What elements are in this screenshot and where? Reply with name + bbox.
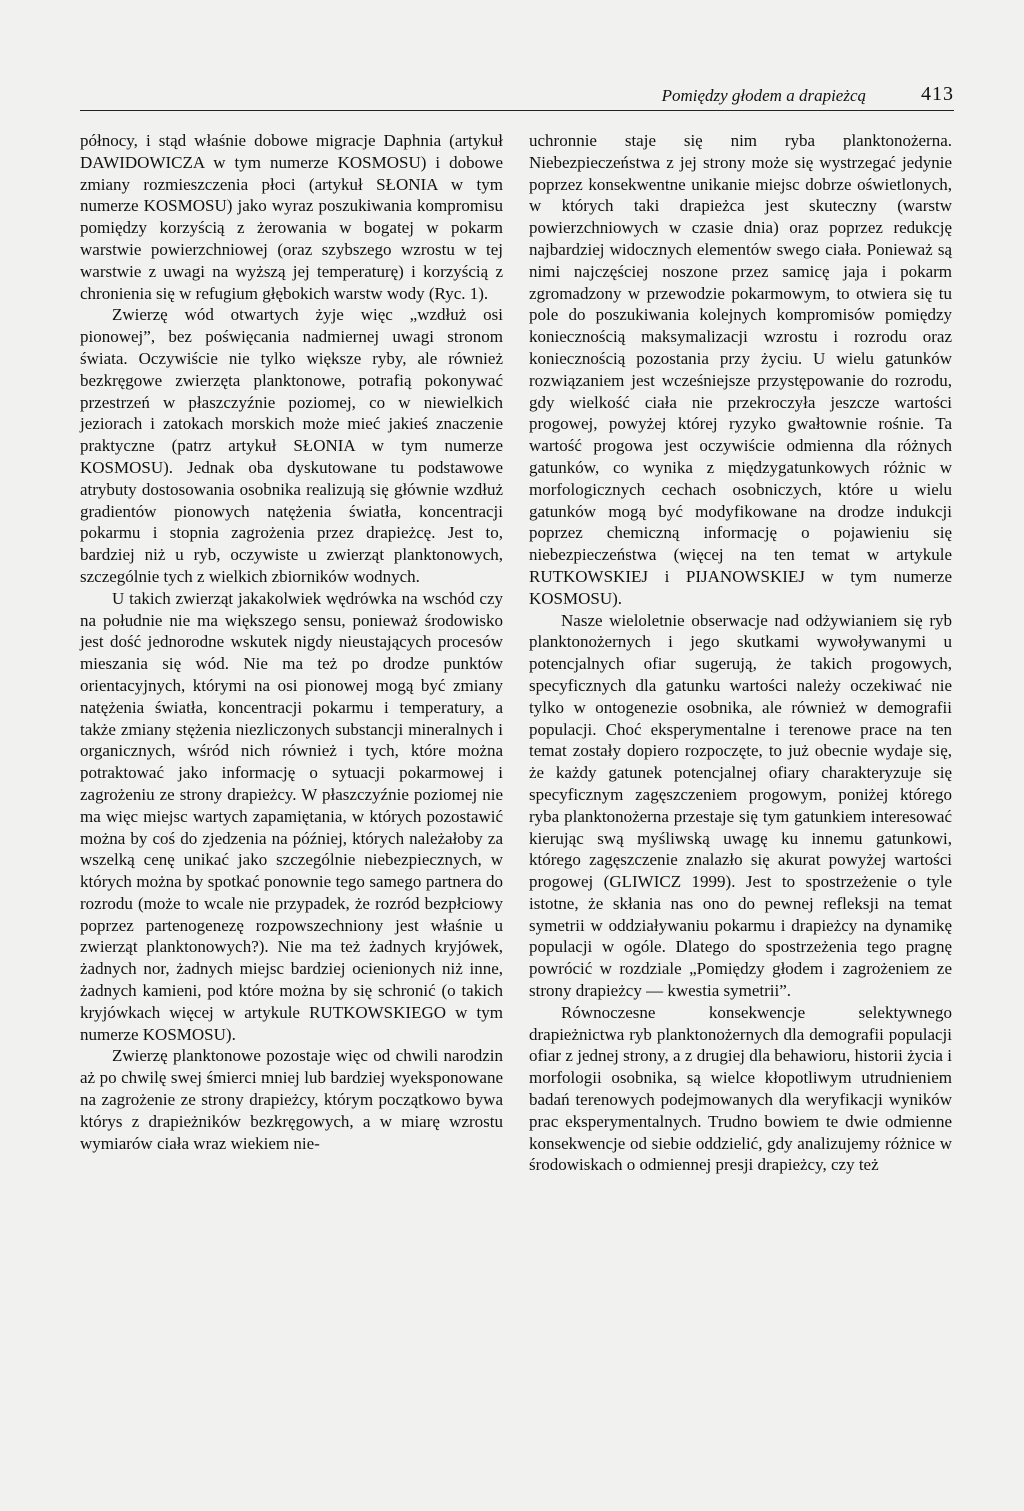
paragraph: uchronnie staje się nim ryba planktonożerna. Niebezpieczeństwa z jej strony może się wystrzegać jedynie poprzez konsekwentne unikanie miejsc dobrze oświetlonych, w których taki drapieżca jest skuteczny (warstw powierzchniowych w czasie dnia) oraz poprzez redukcję najbardziej widocznych elementów swego ciała. Ponieważ są nimi najczęściej noszone przez samicę jaja i pokarm zgromadzony w przewodzie pokarmowym, to otwiera się tu pole do poszukiwania kolejnych kompromisów pomiędzy koniecznością maksymalizacji wzrostu i rozrodu oraz koniecznością pozostania przy życiu. U wielu gatunków rozwiązaniem jest wcześniejsze przystępowanie do rozrodu, gdy wielkość ciała nie przekroczyła jeszcze wartości progowej, powyżej której ryzyko gwałtownie rośnie. Ta wartość progowa jest oczywiście odmienna dla różnych gatunków, co wynika z międzygatunkowych różnic w morfologicznych cechach osobniczych, które u wielu gatunków mogą być modyfikowane na drodze indukcji poprzez chemiczną informację o pojawieniu się niebezpieczeństwa (więcej na ten temat w artykule RUTKOWSKIEJ i PIJANOWSKIEJ w tym numerze KOSMOSU). bbox=[529, 131, 952, 608]
paragraph: U takich zwierząt jakakolwiek wędrówka na wschód czy na południe nie ma większego sensu, ponieważ środowisko jest dość jednorodne wskutek nigdy nieustających procesów mieszania się wód. Nie ma też po drodze punktów orientacyjnych, którymi na osi pionowej mogą być zmiany natężenia światła, koncentracji pokarmu i temperatury, a także zmiany stężenia niezliczonych substancji mineralnych i organicznych, wśród nich również i tych, które można potraktować jako informację o sytuacji pokarmowej i zagrożeniu ze strony drapieżcy. W płaszczyźnie poziomej nie ma więc miejsc wartych zapamiętania, w których pozostawić można by coś do zjedzenia na później, których należałoby za wszelką cenę unikać jako szczególnie niebezpiecznych, w których można by spotkać ponownie tego samego partnera do rozrodu (może to wcale nie przypadek, że rozród bezpłciowy poprzez partenogenezę rozpowszechniony jest właśnie u zwierząt planktonowych?). Nie ma też żadnych kryjówek, żadnych nor, żadnych miejsc bardziej ocienionych niż inne, żadnych kamieni, pod które można by się schronić (o takich kryjówkach więcej w artykule RUTKOWSKIEGO w tym numerze KOSMOSU). bbox=[80, 588, 503, 1044]
paragraph: Równoczesne konsekwencje selektywnego drapieżnictwa ryb planktonożernych dla demografii populacji ofiar z jednej strony, a z drugiej dla behawioru, historii życia i morfologii osobnika, są wielce kłopotliwym utrudnieniem badań terenowych podejmowanych dla weryfikacji wyników prac eksperymentalnych. Trudno bowiem te dwie odmienne konsekwencje od siebie oddzielić, gdy analizujemy różnice w środowiskach o odmiennej presji drapieżcy, czy też bbox=[529, 1002, 952, 1175]
paragraph: Nasze wieloletnie obserwacje nad odżywianiem się ryb planktonożernych i jego skutkami wywoływanymi u potencjalnych ofiar sugerują, że takich progowych, specyficznych dla gatunku wartości należy oczekiwać nie tylko w ontogenezie osobnika, ale również w demografii populacji. Choć eksperymentalne i terenowe prace na ten temat zostały dopiero rozpoczęte, to już obecnie wydaje się, że każdy gatunek potencjalnej ofiary charakteryzuje się specyficznym zagęszczeniem progowym, poniżej którego ryba planktonożerna przestaje się tym gatunkiem interesować kierując swą myśliwską uwagę ku innemu gatunkowi, którego zagęszczenie znalazło się akurat powyżej wartości progowej (GLIWICZ 1999). Jest to spostrzeżenie o tyle istotne, że skłania nas ono do pewnej refleksji na temat symetrii w oddziaływaniu pokarmu i drapieżcy na dynamikę populacji w ogóle. Dlatego do spostrzeżenia tego pragnę powrócić w rozdziale „Pomiędzy głodem i zagrożeniem ze strony drapieżcy — kwestia symetrii”. bbox=[529, 610, 952, 1001]
page-number: 413 bbox=[921, 83, 954, 105]
right-column bbox=[529, 130, 952, 1176]
paragraph: Zwierzę planktonowe pozostaje więc od chwili narodzin aż po chwilę swej śmierci mniej lub bardziej wyeksponowane na zagrożenie ze strony drapieżcy, którym początkowo bywa którys z drapieżników bezkręgowych, a w miarę wzrostu wymiarów ciała wraz wiekiem nie- bbox=[80, 1046, 503, 1153]
left-column bbox=[80, 130, 503, 1154]
paragraph: Zwierzę wód otwartych żyje więc „wzdłuż osi pionowej”, bez poświęcania nadmiernej uwagi stronom świata. Oczywiście nie tylko większe ryby, ale również bezkręgowe zwierzęta planktonowe, potrafią pokonywać przestrzeń w płaszczyźnie poziomej, co w niewielkich jeziorach i zatokach morskich może mieć jakieś znaczenie praktyczne (patrz artykuł SŁONIA w tym numerze KOSMOSU). Jednak oba dyskutowane tu podstawowe atrybuty dostosowania osobnika realizują się głównie wzdłuż gradientów pionowych natężenia światła, koncentracji pokarmu i stopnia zagrożenia przez drapieżcę. Jest to, bardziej niż u ryb, oczywiste u zwierząt planktonowych, szczególnie tych z wielkich zbiorników wodnych. bbox=[80, 305, 503, 586]
running-title: Pomiędzy głodem a drapieżcą bbox=[661, 86, 866, 105]
paragraph: północy, i stąd właśnie dobowe migracje Daphnia (artykuł DAWIDOWICZA w tym numerze KOSMOSU) i dobowe zmiany rozmieszczenia płoci (artykuł SŁONIA w tym numerze KOSMOSU) jako wyraz poszukiwania kompromisu pomiędzy korzyścią z żerowania w bogatej w pokarm warstwie powierzchniowej (oraz szybszego wzrostu w tej warstwie z uwagi na wyższą jej temperaturę) i korzyścią z chronienia się w refugium głębokich warstw wody (Ryc. 1). bbox=[80, 131, 503, 303]
running-header bbox=[80, 83, 954, 111]
